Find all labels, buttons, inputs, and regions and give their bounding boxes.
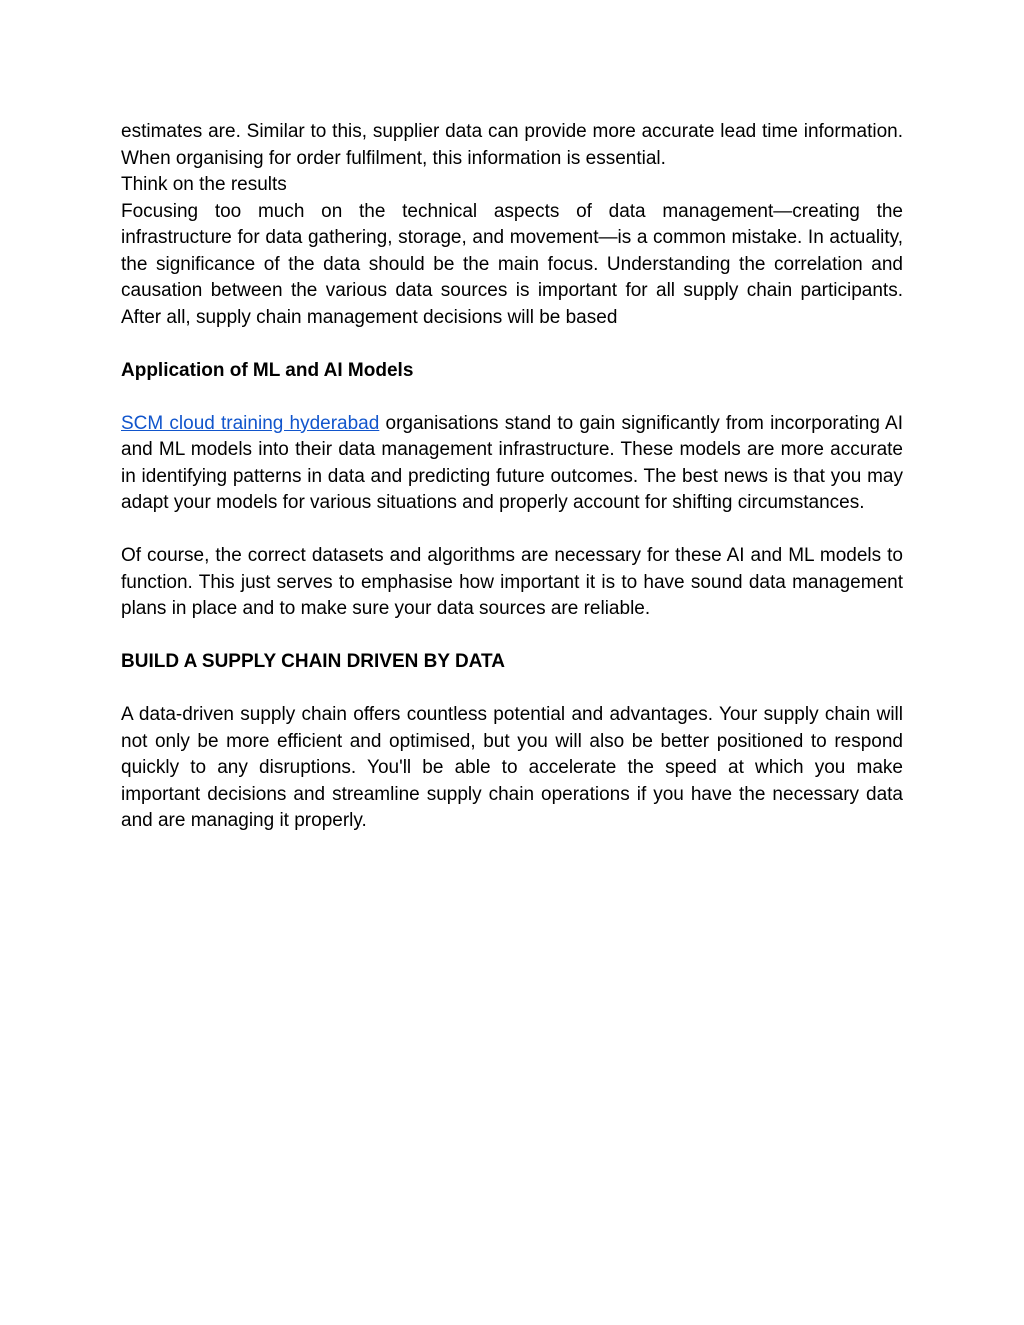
- heading-ml-ai-models: Application of ML and AI Models: [121, 359, 414, 381]
- paragraph-lead-time: estimates are. Similar to this, supplier data can provide more accurate lead time information. When organising for order fulfilment, this information is essential.: [121, 121, 903, 169]
- paragraph-scm-cloud-text: organisations stand to gain significantly from incorporating AI and ML models into their data management infrastructure. These models are more accurate in identifying patterns in data and predicting future outcomes. The best news is that you may adapt your models for various situations and properly account for shifting circumstances.: [121, 412, 904, 513]
- paragraph-datasets-algorithms: Of course, the correct datasets and algorithms are necessary for these AI and ML models to function. This just serves to emphasise how important it is to have sound data management plans in place and to make sure your data sources are reliable.: [121, 545, 903, 619]
- scm-cloud-training-link[interactable]: SCM cloud training hyderabad: [121, 412, 380, 434]
- spacer: [121, 384, 903, 411]
- heading-build-supply-chain: BUILD A SUPPLY CHAIN DRIVEN BY DATA: [121, 651, 505, 672]
- paragraph-technical-aspects: Focusing too much on the technical aspects of data management—creating the infrastructure for data gathering, storage, and movement—is a common mistake. In actuality, the significance of the data should be the main focus. Understanding the correlation and causation between the various data sources is important for all supply chain participants. After all, supply chain management decisions will be based: [121, 200, 903, 328]
- spacer: [121, 517, 903, 544]
- spacer: [121, 623, 903, 650]
- spacer: [121, 331, 903, 358]
- document-page: [121, 119, 903, 835]
- paragraph-scm-cloud: [121, 411, 903, 517]
- spacer: [121, 676, 903, 703]
- paragraph-think-results: Think on the results: [121, 174, 287, 195]
- paragraph-data-driven: A data-driven supply chain offers countless potential and advantages. Your supply chain will not only be more efficient and optimised, but you will also be better positioned to respond quickly to any disruptions. You'll be able to accelerate the speed at which you make important decisions and streamline supply chain operations if you have the necessary data and are managing it properly.: [121, 704, 903, 831]
